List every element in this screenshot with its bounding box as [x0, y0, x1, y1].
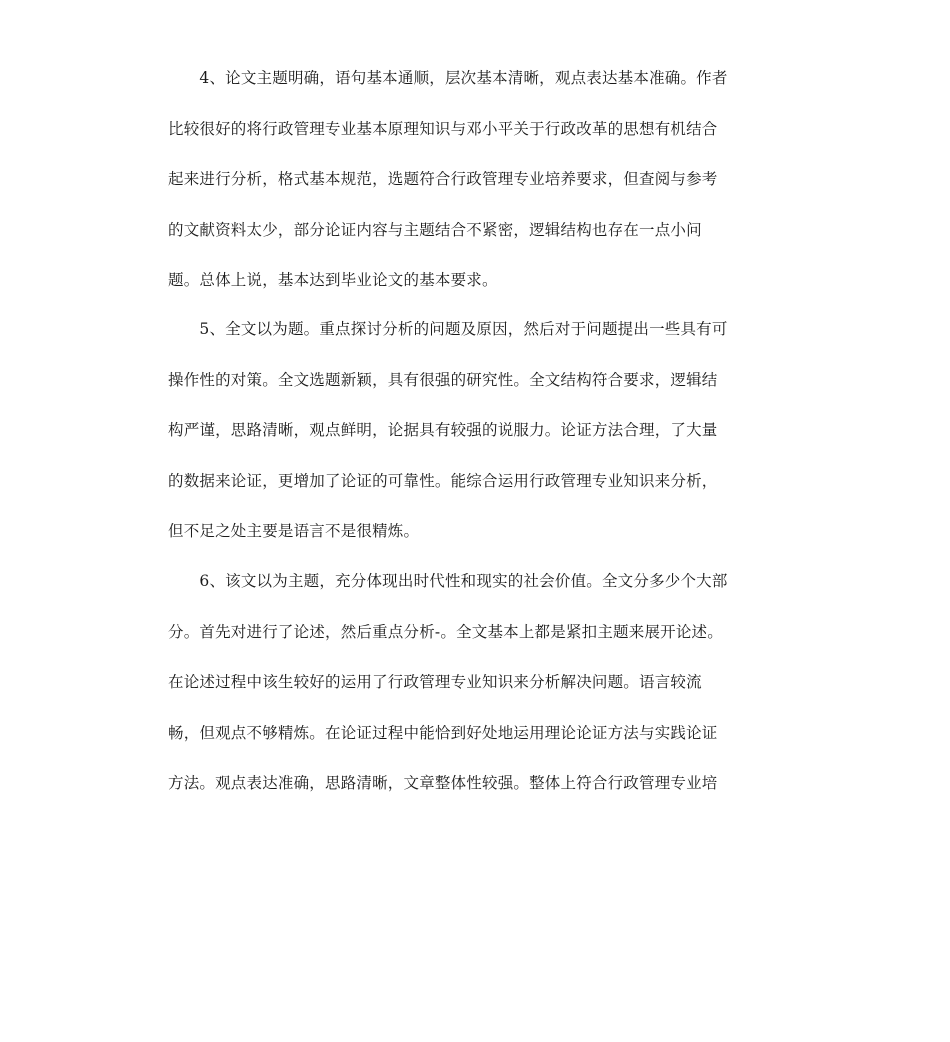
text-line: 4、论文主题明确，语句基本通顺，层次基本清晰，观点表达基本准确。作者	[168, 69, 728, 87]
text-line: 的数据来论证，更增加了论证的可靠性。能综合运用行政管理专业知识来分析，	[168, 471, 718, 490]
text-line: 5、全文以为题。重点探讨分析的问题及原因，然后对于问题提出一些具有可	[168, 320, 728, 338]
text-line: 比较很好的将行政管理专业基本原理知识与邓小平关于行政改革的思想有机结合	[168, 119, 718, 138]
text-line: 起来进行分析，格式基本规范，选题符合行政管理专业培养要求，但查阅与参考	[168, 170, 718, 188]
text-line: 构严谨，思路清晰，观点鲜明，论据具有较强的说服力。论证方法合理，了大量	[168, 421, 718, 439]
text-line: 操作性的对策。全文选题新颖，具有很强的研究性。全文结构符合要求，逻辑结	[168, 370, 718, 389]
text-line: 方法。观点表达准确，思路清晰，文章整体性较强。整体上符合行政管理专业培	[168, 774, 718, 792]
text-line: 6、该文以为主题，充分体现出时代性和现实的社会价值。全文分多少个大部	[168, 572, 728, 590]
text-line: 分。首先对进行了论述，然后重点分析-。全文基本上都是紧扣主题来展开论述。	[168, 622, 723, 641]
text-line: 题。总体上说，基本达到毕业论文的基本要求。	[168, 271, 498, 289]
paragraph-4	[168, 67, 788, 320]
text-line: 的文献资料太少，部分论证内容与主题结合不紧密，逻辑结构也存在一点小问	[168, 220, 702, 239]
paragraph-6	[168, 570, 788, 823]
text-line: 但不足之处主要是语言不是很精炼。	[168, 522, 420, 540]
text-line: 畅，但观点不够精炼。在论证过程中能恰到好处地运用理论论证方法与实践论证	[168, 723, 718, 742]
text-line: 在论述过程中该生较好的运用了行政管理专业知识来分析解决问题。语言较流	[168, 673, 702, 691]
paragraph-5	[168, 318, 788, 571]
